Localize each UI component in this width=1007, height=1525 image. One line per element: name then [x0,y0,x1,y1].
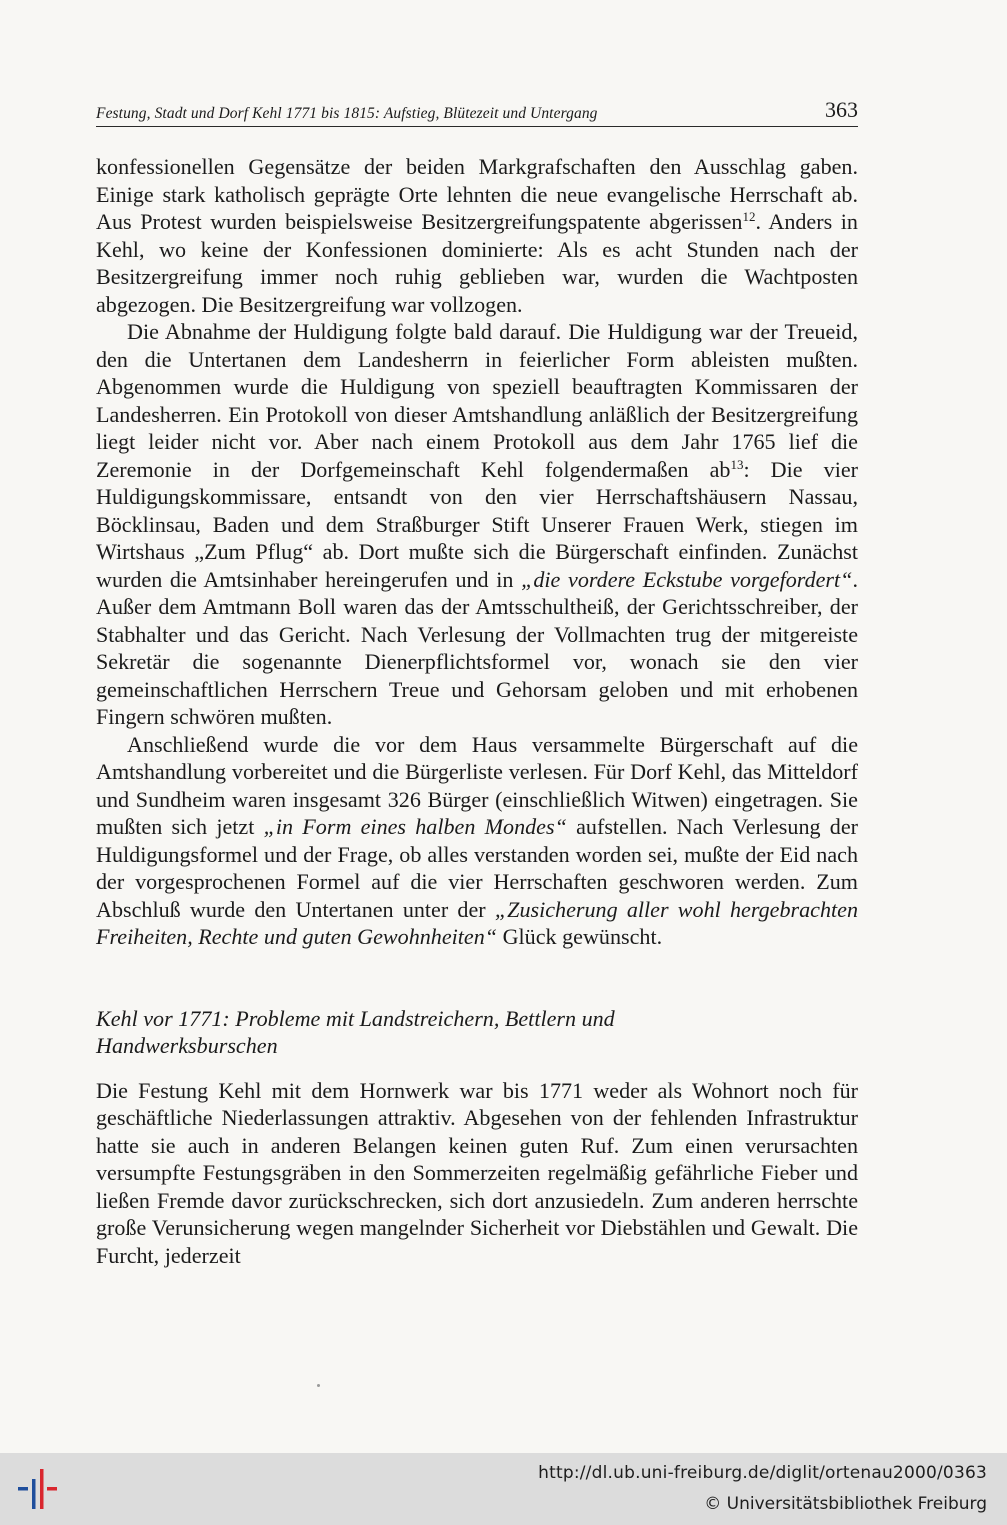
paragraph-2 [96,318,858,731]
footnote-ref-12: 12 [742,209,756,224]
footer-url-link[interactable]: http://dl.ub.uni-freiburg.de/diglit/ortenau2000/0363 [538,1463,987,1483]
footer-copyright: © Universitätsbibliothek Freiburg [704,1494,987,1514]
footnote-ref-13: 13 [730,456,744,472]
paragraph-1-text-b: . Anders in Kehl, wo keine der Konfessionen dominierte: Als es acht Stunden nach der Besitzergreifung immer noch ruhig geblieben war, wurden die Wachtposten abgezogen. Die Besitzergreifung war vollzogen. [96,209,858,317]
paragraph-3 [96,731,858,951]
paragraph-2-quote: „die vordere Eckstube vorgefordert“ [521,566,853,592]
page-header [96,96,858,127]
section-spacer [96,951,858,1005]
footer-bar [0,1453,1007,1525]
paragraph-3-text-c: Glück gewünscht. [497,924,663,949]
section-heading-line-1: Kehl vor 1771: Probleme mit Landstreichern, Bettlern und [96,1005,615,1031]
paragraph-2-text-a: Die Abnahme der Huldigung folgte bald darauf. Die Huldigung war der Treueid, den die Untertanen dem Landesherrn in feierlicher Form ableisten mußten. Abgenommen wurde die Huldigung von speziell beauftragten Kommissaren der Landesherren. Ein Protokoll von dieser Amtshandlung anläßlich der Besitzergreifung liegt leider nicht vor. Aber nach einem Protokoll aus dem Jahr 1765 lief die Zeremonie in der Dorfgemeinschaft Kehl folgendermaßen ab [96,319,858,482]
paragraph-4: Die Festung Kehl mit dem Hornwerk war bis 1771 weder als Wohnort noch für geschäftliche Niederlassungen attraktiv. Abgesehen von der fehlenden Infrastruktur hatte sie auch in anderen Belangen keinen guten Ruf. Zum einen verursachten versumpfte Festungsgräben in den Sommerzeiten regelmäßig gefährliche Fieber und ließen Fremde davor zurückschrecken, sich dort anzusiedeln. Zum anderen herrschte große Verunsicherung wegen mangelnder Sicherheit vor Diebstählen und Gewalt. Die Furcht, jederzeit [96,1077,858,1268]
paragraph-2-text-c: . Außer dem Amtmann Boll waren das der Amtsschultheiß, der Gerichtsschreiber, der Stabhalter und das Gericht. Nach Verlesung der Vollmachten trug der mitgereiste Sekretär die sogenannte Dienerpflichtsformel vor, wonach sie den vier gemeinschaftlichen Herrschern Treue und Gehorsam geloben und mit erhobenen Fingern schwören mußten. [96,566,858,729]
paragraph-3-quote-2: „Zusicherung aller wohl hergebrachten Freiheiten, Rechte und guten Gewohnheiten“ [96,896,859,949]
paragraph-1 [96,153,858,318]
running-title: Festung, Stadt und Dorf Kehl 1771 bis 1815: Aufstieg, Blütezeit und Untergang [96,105,598,122]
scan-speck [317,1384,320,1387]
ub-freiburg-logo-icon [12,1465,64,1513]
paragraph-3-text-b: aufstellen. Nach Verlesung der Huldigungsformel und der Frage, ob alles verstanden worden sei, mußte der Eid nach der vorgesprochenen Formel auf die vier Herrschaften geschworen werden. Zum Abschluß wurde den Untertanen unter der [96,814,858,922]
heading-spacer [96,1060,858,1077]
paragraph-3-text-a: Anschließend wurde die vor dem Haus versammelte Bürgerschaft auf die Amtshandlung vorbereitet und die Bürgerliste verlesen. Für Dorf Kehl, das Mitteldorf und Sundheim waren insgesamt 326 Bürger (einschließlich Witwen) eingetragen. Sie mußten sich jetzt [96,731,858,839]
paragraph-1-text-a: konfessionellen Gegensätze der beiden Markgrafschaften den Ausschlag gaben. Einige stark katholisch geprägte Orte lehnten die neue evangelische Herrschaft ab. Aus Protest wurden beispielsweise Besitzergreifungspatente abgerissen [96,154,858,234]
paragraph-2-text-b: : Die vier Huldigungskommissare, entsandt von den vier Herrschaftshäusern Nassau, Böcklinsau, Baden und dem Straßburger Stift Unserer Frauen Werk, stiegen im Wirtshaus „Zum Pflug“ ab. Dort mußte sich die Bürgerschaft einfinden. Zunächst wurden die Amtsinhaber hereingerufen und in [96,456,858,592]
section-heading [96,1005,858,1060]
section-heading-line-2: Handwerksburschen [96,1033,278,1058]
paragraph-3-quote-1: „in Form eines halben Mondes“ [263,814,567,839]
page-number: 363 [825,97,858,122]
page-body [96,153,858,1269]
